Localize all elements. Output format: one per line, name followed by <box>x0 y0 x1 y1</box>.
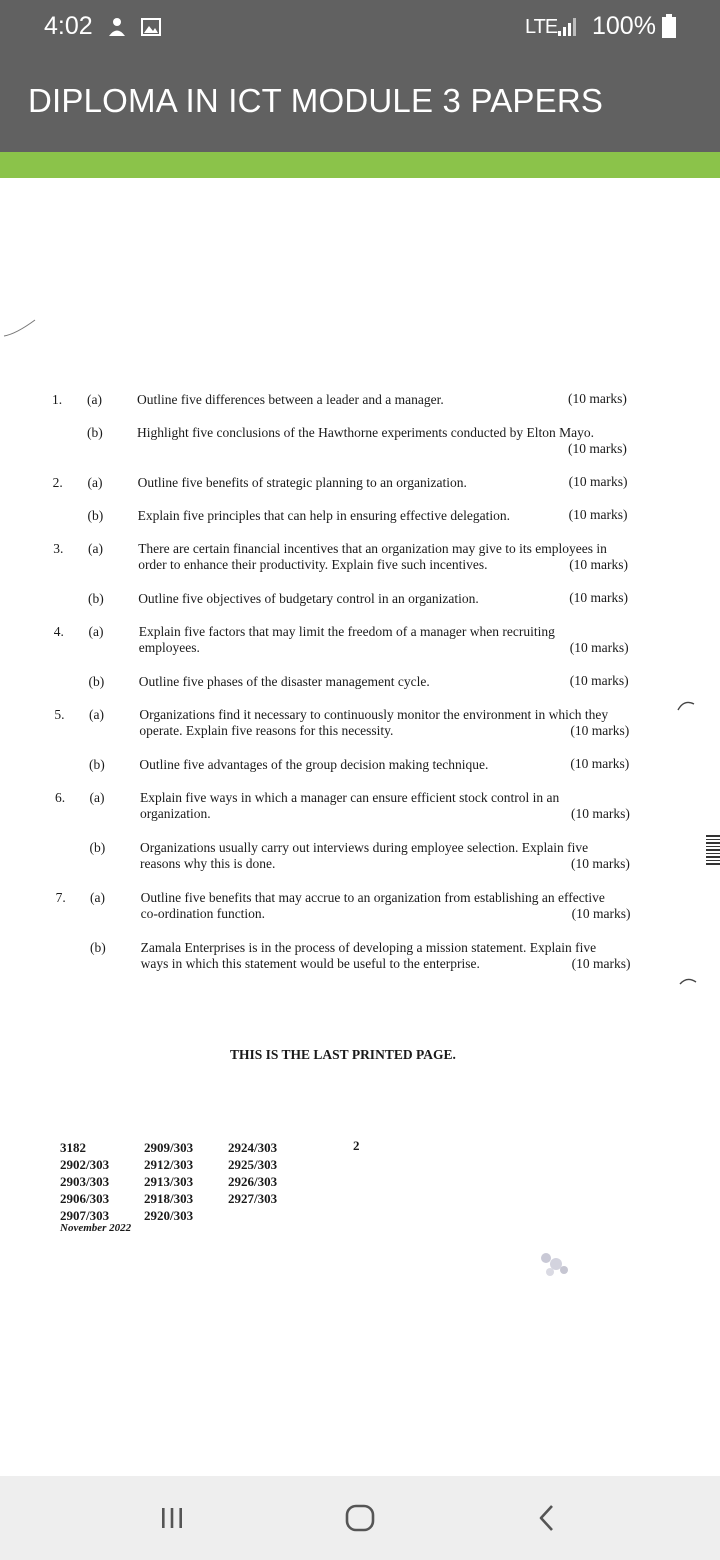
question-text: Outline five phases of the disaster management cycle. <box>138 674 430 689</box>
stamp-smudge-icon <box>532 1244 576 1284</box>
question-part-label: (b) <box>90 940 106 955</box>
question-marks: (10 marks) <box>569 590 629 605</box>
paper-code: 2926/303 <box>228 1174 278 1189</box>
question-text: Outline five advantages of the group decision making technique. <box>139 757 489 772</box>
question-number: 1. <box>52 392 63 407</box>
navigation-bar <box>0 1476 720 1560</box>
page-number: 2 <box>353 1138 360 1153</box>
paper-codes-col-2 <box>144 1139 193 1224</box>
question-marks: (10 marks) <box>570 756 630 771</box>
question-marks: (10 marks) <box>570 723 630 738</box>
question-marks: (10 marks) <box>568 507 628 522</box>
barcode-fragment-icon <box>706 833 720 873</box>
question-marks: (10 marks) <box>569 673 629 688</box>
question-part-label: (a) <box>89 707 104 722</box>
question-number: 7. <box>55 890 66 905</box>
back-button[interactable] <box>530 1500 566 1536</box>
question-marks: (10 marks) <box>569 557 629 572</box>
last-page-notice: THIS IS THE LAST PRINTED PAGE. <box>230 1047 456 1062</box>
question-number: 2. <box>52 475 63 490</box>
scan-artifact-icon <box>676 698 696 712</box>
question-part-label: (b) <box>88 591 104 606</box>
question-marks: (10 marks) <box>571 806 630 821</box>
paper-codes-col-3 <box>228 1139 277 1207</box>
question-part-label: (a) <box>87 475 103 490</box>
question-text: There are certain financial incentives that an organization may give to its employees in <box>138 541 607 556</box>
signal-icon <box>556 17 578 37</box>
recent-apps-button[interactable] <box>154 1500 190 1536</box>
question-number: 3. <box>53 541 64 556</box>
question-text: Explain five ways in which a manager can ensure efficient stock control in an <box>140 790 560 805</box>
paper-code: 3182 <box>60 1140 86 1155</box>
question-text: operate. Explain five reasons for this necessity. <box>139 723 394 738</box>
paper-code: 2913/303 <box>144 1174 194 1189</box>
scan-artifact-icon <box>678 974 698 986</box>
question-part-label: (a) <box>88 624 104 639</box>
accent-strip <box>0 152 720 178</box>
paper-codes-col-1 <box>60 1139 109 1224</box>
question-part-label: (b) <box>88 674 105 689</box>
question-part-label: (a) <box>87 392 102 407</box>
question-text: ways in which this statement would be useful to the enterprise. <box>140 956 480 971</box>
paper-code: 2918/303 <box>144 1191 194 1206</box>
question-text: organization. <box>140 806 211 821</box>
question-text: Outline five benefits of strategic planning to an organization. <box>137 475 467 490</box>
question-part-label: (b) <box>89 757 105 772</box>
battery-icon <box>662 14 676 38</box>
top-bar <box>0 0 720 152</box>
battery-percentage: 100% <box>592 12 656 40</box>
question-part-label: (a) <box>90 890 105 905</box>
question-text: reasons why this is done. <box>140 856 276 871</box>
question-part-label: (a) <box>89 790 105 805</box>
status-time: 4:02 <box>44 12 93 40</box>
paper-code: 2903/303 <box>60 1174 110 1189</box>
question-text: Explain five factors that may limit the freedom of a manager when recruiting <box>138 624 555 639</box>
status-bar <box>0 0 720 54</box>
question-number: 6. <box>55 790 66 805</box>
pen-mark-icon <box>2 316 38 340</box>
question-part-label: (b) <box>89 840 106 855</box>
question-marks: (10 marks) <box>568 391 627 406</box>
gallery-icon <box>140 16 162 38</box>
question-marks: (10 marks) <box>568 441 627 456</box>
question-marks: (10 marks) <box>569 640 629 655</box>
question-text: Explain five principles that can help in ensuring effective delegation. <box>137 508 510 523</box>
exam-date: November 2022 <box>60 1222 132 1234</box>
paper-code: 2920/303 <box>144 1208 194 1223</box>
paper-code: 2925/303 <box>228 1157 278 1172</box>
question-text: employees. <box>138 640 200 655</box>
question-marks: (10 marks) <box>571 906 631 921</box>
question-part-label: (a) <box>88 541 103 556</box>
question-text: Outline five differences between a leader and a manager. <box>137 392 444 407</box>
paper-code: 2906/303 <box>60 1191 110 1206</box>
question-text: order to enhance their productivity. Explain five such incentives. <box>138 557 488 572</box>
paper-code: 2902/303 <box>60 1157 110 1172</box>
page-title: DIPLOMA IN ICT MODULE 3 PAPERS <box>28 82 604 119</box>
question-number: 4. <box>53 624 64 639</box>
question-marks: (10 marks) <box>571 956 631 971</box>
paper-code: 2927/303 <box>228 1191 278 1206</box>
paper-code: 2909/303 <box>144 1140 194 1155</box>
question-part-label: (b) <box>87 508 104 523</box>
question-text: Highlight five conclusions of the Hawthorne experiments conducted by Elton Mayo. <box>137 425 595 440</box>
notification-icon <box>106 16 128 38</box>
question-text: Outline five benefits that may accrue to an organization from establishing an effective <box>140 890 605 905</box>
question-marks: (10 marks) <box>568 474 628 489</box>
paper-code: 2907/303 <box>60 1208 110 1223</box>
question-number: 5. <box>54 707 65 722</box>
question-text: Outline five objectives of budgetary control in an organization. <box>138 591 479 606</box>
network-type: LTE <box>525 16 558 38</box>
question-text: Organizations usually carry out interviews during employee selection. Explain five <box>140 840 589 855</box>
question-text: Organizations find it necessary to continuously monitor the environment in which they <box>139 707 609 722</box>
question-text: co-ordination function. <box>140 906 266 921</box>
home-button[interactable] <box>342 1500 378 1536</box>
paper-code: 2924/303 <box>228 1140 278 1155</box>
paper-code: 2912/303 <box>144 1157 194 1172</box>
question-marks: (10 marks) <box>571 856 630 871</box>
question-part-label: (b) <box>87 425 103 440</box>
document-page[interactable] <box>0 178 720 1476</box>
question-text: Zamala Enterprises is in the process of developing a mission statement. Explain five <box>140 940 597 955</box>
